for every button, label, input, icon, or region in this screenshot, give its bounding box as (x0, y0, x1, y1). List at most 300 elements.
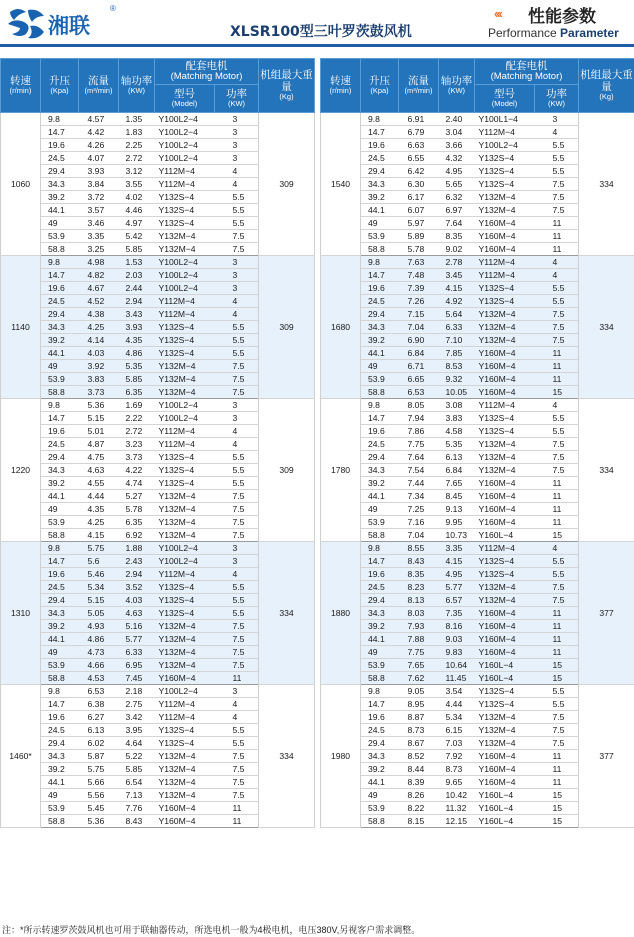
shaft-power-cell: 3.23 (119, 438, 155, 451)
pressure-cell: 24.5 (361, 581, 399, 594)
pressure-cell: 19.6 (361, 568, 399, 581)
motor-model-cell: Y132S−4 (475, 568, 535, 581)
pressure-cell: 58.8 (41, 243, 79, 256)
motor-power-cell: 3 (215, 139, 259, 152)
pressure-cell: 49 (41, 503, 79, 516)
shaft-power-cell: 4.74 (119, 477, 155, 490)
flow-cell: 8.26 (399, 789, 439, 802)
motor-power-cell: 4 (215, 425, 259, 438)
motor-power-cell: 7.5 (215, 763, 259, 776)
motor-power-cell: 11 (535, 477, 579, 490)
motor-power-cell: 5.5 (535, 698, 579, 711)
motor-power-cell: 3 (535, 113, 579, 126)
motor-model-cell: Y160M−4 (475, 386, 535, 399)
motor-model-cell: Y160M−4 (475, 347, 535, 360)
shaft-power-cell: 3.42 (119, 711, 155, 724)
motor-model-cell: Y112M−4 (475, 126, 535, 139)
pressure-cell: 44.1 (361, 776, 399, 789)
motor-model-cell: Y132M−4 (475, 711, 535, 724)
motor-model-cell: Y160M−4 (475, 516, 535, 529)
motor-power-cell: 11 (215, 815, 259, 828)
pressure-cell: 39.2 (361, 334, 399, 347)
motor-model-cell: Y132S−4 (155, 347, 215, 360)
speed-cell: 1980 (321, 685, 361, 828)
shaft-power-cell: 2.72 (119, 425, 155, 438)
shaft-power-cell: 2.94 (119, 295, 155, 308)
shaft-power-cell: 1.53 (119, 256, 155, 269)
shaft-power-cell: 6.33 (119, 646, 155, 659)
flow-cell: 7.04 (399, 529, 439, 542)
pressure-cell: 19.6 (361, 425, 399, 438)
flow-cell: 4.25 (79, 516, 119, 529)
shaft-power-cell: 4.15 (439, 282, 475, 295)
flow-cell: 8.03 (399, 607, 439, 620)
motor-model-cell: Y160M−4 (475, 477, 535, 490)
shaft-power-cell: 2.44 (119, 282, 155, 295)
motor-power-cell: 11 (535, 763, 579, 776)
speed-group (1, 685, 315, 828)
weight-cell: 309 (259, 256, 315, 399)
shaft-power-cell: 3.08 (439, 399, 475, 412)
motor-power-cell: 4 (215, 698, 259, 711)
motor-power-cell: 5.5 (215, 581, 259, 594)
motor-power-cell: 3 (215, 282, 259, 295)
pressure-cell: 53.9 (361, 230, 399, 243)
motor-model-cell: Y132M−4 (155, 516, 215, 529)
motor-power-cell: 7.5 (215, 776, 259, 789)
pressure-cell: 53.9 (41, 802, 79, 815)
col-shaft-header: 轴功率 (KW) (119, 59, 155, 113)
motor-power-cell: 3 (215, 152, 259, 165)
shaft-power-cell: 3.54 (439, 685, 475, 698)
flow-cell: 6.02 (79, 737, 119, 750)
shaft-power-cell: 5.78 (119, 503, 155, 516)
motor-power-cell: 11 (535, 360, 579, 373)
brand-name: 湘联 (48, 14, 90, 38)
shaft-power-cell: 1.35 (119, 113, 155, 126)
motor-power-cell: 4 (215, 165, 259, 178)
pressure-cell: 44.1 (361, 490, 399, 503)
motor-power-cell: 5.5 (535, 139, 579, 152)
motor-power-cell: 15 (535, 386, 579, 399)
pressure-cell: 29.4 (361, 165, 399, 178)
motor-power-cell: 5.5 (215, 321, 259, 334)
flow-cell: 4.86 (79, 633, 119, 646)
motor-power-cell: 7.5 (535, 737, 579, 750)
flow-cell: 4.25 (79, 321, 119, 334)
weight-cell: 309 (259, 113, 315, 256)
flow-cell: 8.55 (399, 542, 439, 555)
motor-power-cell: 11 (535, 490, 579, 503)
flow-cell: 7.39 (399, 282, 439, 295)
pressure-cell: 34.3 (41, 178, 79, 191)
flow-cell: 5.36 (79, 815, 119, 828)
motor-power-cell: 15 (535, 815, 579, 828)
motor-model-cell: Y132S−4 (155, 321, 215, 334)
motor-power-cell: 3 (215, 399, 259, 412)
motor-model-cell: Y112M−4 (155, 178, 215, 191)
shaft-power-cell: 6.57 (439, 594, 475, 607)
motor-power-cell: 11 (535, 217, 579, 230)
shaft-power-cell: 11.45 (439, 672, 475, 685)
shaft-power-cell: 5.85 (119, 243, 155, 256)
col-motor-header: 配套电机 (Matching Motor) (155, 59, 259, 85)
pressure-cell: 24.5 (361, 295, 399, 308)
flow-cell: 8.23 (399, 581, 439, 594)
flow-cell: 6.55 (399, 152, 439, 165)
flow-cell: 7.65 (399, 659, 439, 672)
shaft-power-cell: 9.65 (439, 776, 475, 789)
pressure-cell: 58.8 (41, 386, 79, 399)
pressure-cell: 58.8 (41, 529, 79, 542)
pressure-cell: 29.4 (361, 594, 399, 607)
pressure-cell: 58.8 (361, 243, 399, 256)
flow-cell: 8.05 (399, 399, 439, 412)
flow-cell: 6.65 (399, 373, 439, 386)
pressure-cell: 29.4 (41, 737, 79, 750)
pressure-cell: 14.7 (361, 126, 399, 139)
table-row (1, 685, 315, 698)
shaft-power-cell: 9.83 (439, 646, 475, 659)
motor-model-cell: Y132M−4 (155, 633, 215, 646)
performance-table-left (0, 58, 315, 828)
motor-power-cell: 4 (215, 295, 259, 308)
flow-cell: 5.15 (79, 594, 119, 607)
shaft-power-cell: 6.13 (439, 451, 475, 464)
shaft-power-cell: 5.85 (119, 763, 155, 776)
speed-cell: 1140 (1, 256, 41, 399)
flow-cell: 8.43 (399, 555, 439, 568)
motor-model-cell: Y160L−4 (475, 529, 535, 542)
shaft-power-cell: 3.66 (439, 139, 475, 152)
motor-model-cell: Y160M−4 (475, 646, 535, 659)
flow-cell: 5.75 (79, 763, 119, 776)
pressure-cell: 34.3 (361, 178, 399, 191)
motor-model-cell: Y132M−4 (155, 529, 215, 542)
flow-cell: 3.73 (79, 386, 119, 399)
pressure-cell: 34.3 (361, 321, 399, 334)
flow-cell: 6.17 (399, 191, 439, 204)
flow-cell: 5.01 (79, 425, 119, 438)
motor-power-cell: 11 (535, 516, 579, 529)
pressure-cell: 39.2 (361, 477, 399, 490)
pressure-cell: 53.9 (361, 373, 399, 386)
motor-power-cell: 15 (535, 789, 579, 802)
motor-power-cell: 7.5 (215, 360, 259, 373)
motor-power-cell: 7.5 (535, 711, 579, 724)
pressure-cell: 14.7 (361, 555, 399, 568)
shaft-power-cell: 7.35 (439, 607, 475, 620)
shaft-power-cell: 3.83 (439, 412, 475, 425)
header-divider (0, 44, 634, 47)
flow-cell: 7.94 (399, 412, 439, 425)
motor-power-cell: 4 (535, 269, 579, 282)
flow-cell: 3.25 (79, 243, 119, 256)
motor-model-cell: Y132S−4 (155, 737, 215, 750)
motor-model-cell: Y112M−4 (155, 698, 215, 711)
pressure-cell: 9.8 (361, 113, 399, 126)
shaft-power-cell: 4.15 (439, 555, 475, 568)
motor-power-cell: 11 (535, 646, 579, 659)
pressure-cell: 53.9 (41, 373, 79, 386)
flow-cell: 5.45 (79, 802, 119, 815)
table-row (1, 256, 315, 269)
shaft-power-cell: 6.92 (119, 529, 155, 542)
shaft-power-cell: 5.85 (119, 373, 155, 386)
motor-model-cell: Y132S−4 (155, 607, 215, 620)
pressure-cell: 14.7 (361, 412, 399, 425)
shaft-power-cell: 4.63 (119, 607, 155, 620)
flow-cell: 6.79 (399, 126, 439, 139)
motor-power-cell: 7.5 (535, 321, 579, 334)
flow-cell: 8.87 (399, 711, 439, 724)
motor-model-cell: Y160M−4 (155, 672, 215, 685)
motor-model-cell: Y100L2−4 (475, 139, 535, 152)
shaft-power-cell: 2.25 (119, 139, 155, 152)
pressure-cell: 49 (361, 503, 399, 516)
motor-power-cell: 5.5 (535, 568, 579, 581)
motor-power-cell: 7.5 (535, 334, 579, 347)
shaft-power-cell: 5.34 (439, 711, 475, 724)
motor-power-cell: 5.5 (215, 451, 259, 464)
motor-model-cell: Y132M−4 (155, 230, 215, 243)
pressure-cell: 58.8 (41, 672, 79, 685)
pressure-cell: 9.8 (41, 399, 79, 412)
pressure-cell: 29.4 (361, 308, 399, 321)
weight-cell: 377 (579, 685, 634, 828)
motor-model-cell: Y132M−4 (155, 490, 215, 503)
flow-cell: 4.63 (79, 464, 119, 477)
pressure-cell: 19.6 (361, 282, 399, 295)
speed-cell: 1780 (321, 399, 361, 542)
pressure-cell: 58.8 (361, 672, 399, 685)
motor-power-cell: 5.5 (215, 191, 259, 204)
motor-model-cell: Y132M−4 (475, 334, 535, 347)
speed-group (1, 399, 315, 542)
shaft-power-cell: 6.95 (119, 659, 155, 672)
shaft-power-cell: 5.27 (119, 490, 155, 503)
pressure-cell: 53.9 (41, 516, 79, 529)
flow-cell: 8.39 (399, 776, 439, 789)
shaft-power-cell: 3.73 (119, 451, 155, 464)
speed-cell: 1680 (321, 256, 361, 399)
flow-cell: 6.27 (79, 711, 119, 724)
motor-power-cell: 7.5 (215, 633, 259, 646)
pressure-cell: 9.8 (361, 256, 399, 269)
flow-cell: 3.84 (79, 178, 119, 191)
pressure-cell: 58.8 (361, 529, 399, 542)
motor-model-cell: Y160M−4 (475, 243, 535, 256)
flow-cell: 7.48 (399, 269, 439, 282)
shaft-power-cell: 3.45 (439, 269, 475, 282)
pressure-cell: 34.3 (361, 607, 399, 620)
shaft-power-cell: 5.64 (439, 308, 475, 321)
motor-power-cell: 5.5 (215, 464, 259, 477)
motor-model-cell: Y160M−4 (475, 503, 535, 516)
flow-cell: 6.13 (79, 724, 119, 737)
motor-model-cell: Y160M−4 (155, 802, 215, 815)
pressure-cell: 39.2 (41, 334, 79, 347)
speed-cell: 1220 (1, 399, 41, 542)
pressure-cell: 44.1 (41, 204, 79, 217)
motor-power-cell: 11 (535, 230, 579, 243)
pressure-cell: 9.8 (41, 542, 79, 555)
motor-model-cell: Y160M−4 (475, 360, 535, 373)
motor-model-cell: Y112M−4 (155, 295, 215, 308)
flow-cell: 5.78 (399, 243, 439, 256)
speed-group (321, 256, 634, 399)
motor-power-cell: 7.5 (535, 191, 579, 204)
pressure-cell: 14.7 (361, 698, 399, 711)
motor-model-cell: Y100L2−4 (155, 269, 215, 282)
flow-cell: 7.86 (399, 425, 439, 438)
shaft-power-cell: 3.35 (439, 542, 475, 555)
pressure-cell: 14.7 (41, 126, 79, 139)
flow-cell: 7.34 (399, 490, 439, 503)
speed-group (321, 399, 634, 542)
flow-cell: 4.35 (79, 503, 119, 516)
weight-cell: 334 (259, 685, 315, 828)
pressure-cell: 49 (41, 360, 79, 373)
shaft-power-cell: 5.65 (439, 178, 475, 191)
pressure-cell: 39.2 (361, 191, 399, 204)
shaft-power-cell: 2.03 (119, 269, 155, 282)
motor-power-cell: 5.5 (535, 412, 579, 425)
pressure-cell: 39.2 (361, 763, 399, 776)
shaft-power-cell: 7.76 (119, 802, 155, 815)
shaft-power-cell: 11.32 (439, 802, 475, 815)
table-row (321, 542, 634, 555)
flow-cell: 7.63 (399, 256, 439, 269)
motor-power-cell: 7.5 (215, 620, 259, 633)
motor-model-cell: Y132S−4 (155, 464, 215, 477)
flow-cell: 6.71 (399, 360, 439, 373)
flow-cell: 3.46 (79, 217, 119, 230)
motor-model-cell: Y132S−4 (475, 685, 535, 698)
motor-model-cell: Y160M−4 (475, 763, 535, 776)
flow-cell: 4.73 (79, 646, 119, 659)
motor-model-cell: Y132M−4 (475, 191, 535, 204)
motor-power-cell: 3 (215, 412, 259, 425)
motor-power-cell: 7.5 (535, 724, 579, 737)
flow-cell: 4.98 (79, 256, 119, 269)
motor-power-cell: 4 (215, 711, 259, 724)
weight-cell: 377 (579, 542, 634, 685)
motor-model-cell: Y132S−4 (475, 152, 535, 165)
motor-power-cell: 3 (215, 269, 259, 282)
motor-model-cell: Y132M−4 (155, 659, 215, 672)
weight-cell: 334 (579, 399, 634, 542)
motor-power-cell: 11 (535, 620, 579, 633)
shaft-power-cell: 6.35 (119, 516, 155, 529)
pressure-cell: 44.1 (361, 347, 399, 360)
motor-power-cell: 11 (535, 373, 579, 386)
flow-cell: 3.57 (79, 204, 119, 217)
flow-cell: 4.52 (79, 295, 119, 308)
shaft-power-cell: 5.35 (119, 360, 155, 373)
flow-cell: 5.15 (79, 412, 119, 425)
pressure-cell: 44.1 (361, 633, 399, 646)
col-pressure-header: 升压 (Kpa) (41, 59, 79, 113)
motor-model-cell: Y100L2−4 (155, 152, 215, 165)
shaft-power-cell: 3.43 (119, 308, 155, 321)
performance-title-cn: 性能参数 (528, 7, 596, 27)
motor-power-cell: 7.5 (535, 594, 579, 607)
shaft-power-cell: 4.95 (439, 568, 475, 581)
pressure-cell: 49 (41, 789, 79, 802)
pressure-cell: 14.7 (361, 269, 399, 282)
motor-power-cell: 5.5 (535, 555, 579, 568)
shaft-power-cell: 4.46 (119, 204, 155, 217)
pressure-cell: 29.4 (41, 308, 79, 321)
shaft-power-cell: 4.97 (119, 217, 155, 230)
shaft-power-cell: 10.73 (439, 529, 475, 542)
motor-model-cell: Y132S−4 (475, 698, 535, 711)
motor-model-cell: Y160M−4 (475, 490, 535, 503)
motor-model-cell: Y100L1−4 (475, 113, 535, 126)
shaft-power-cell: 2.22 (119, 412, 155, 425)
pressure-cell: 29.4 (41, 451, 79, 464)
flow-cell: 6.42 (399, 165, 439, 178)
motor-model-cell: Y132M−4 (155, 243, 215, 256)
pressure-cell: 19.6 (41, 425, 79, 438)
motor-model-cell: Y160M−4 (475, 607, 535, 620)
col-power-header: 功率 (KW) (535, 85, 579, 113)
shaft-power-cell: 8.73 (439, 763, 475, 776)
shaft-power-cell: 4.35 (119, 334, 155, 347)
table-row (1, 113, 315, 126)
pressure-cell: 44.1 (361, 204, 399, 217)
speed-group (1, 542, 315, 685)
motor-power-cell: 3 (215, 542, 259, 555)
motor-model-cell: Y112M−4 (475, 399, 535, 412)
flow-cell: 3.83 (79, 373, 119, 386)
flow-cell: 4.67 (79, 282, 119, 295)
motor-power-cell: 5.5 (215, 737, 259, 750)
shaft-power-cell: 5.35 (439, 438, 475, 451)
flow-cell: 5.87 (79, 750, 119, 763)
motor-model-cell: Y132S−4 (155, 724, 215, 737)
motor-model-cell: Y132S−4 (155, 477, 215, 490)
motor-power-cell: 5.5 (535, 295, 579, 308)
shaft-power-cell: 6.33 (439, 321, 475, 334)
motor-power-cell: 15 (535, 529, 579, 542)
shaft-power-cell: 3.52 (119, 581, 155, 594)
motor-model-cell: Y112M−4 (475, 269, 535, 282)
motor-model-cell: Y100L2−4 (155, 113, 215, 126)
motor-power-cell: 5.5 (535, 152, 579, 165)
shaft-power-cell: 8.53 (439, 360, 475, 373)
shaft-power-cell: 1.69 (119, 399, 155, 412)
shaft-power-cell: 9.03 (439, 633, 475, 646)
speed-group (321, 685, 634, 828)
motor-power-cell: 5.5 (215, 724, 259, 737)
flow-cell: 6.84 (399, 347, 439, 360)
motor-power-cell: 3 (215, 555, 259, 568)
motor-power-cell: 15 (535, 672, 579, 685)
motor-power-cell: 5.5 (535, 165, 579, 178)
shaft-power-cell: 10.64 (439, 659, 475, 672)
pressure-cell: 49 (41, 646, 79, 659)
flow-cell: 6.30 (399, 178, 439, 191)
speed-cell: 1540 (321, 113, 361, 256)
flow-cell: 7.54 (399, 464, 439, 477)
pressure-cell: 19.6 (41, 568, 79, 581)
shaft-power-cell: 6.35 (119, 386, 155, 399)
flow-cell: 4.82 (79, 269, 119, 282)
speed-cell: 1060 (1, 113, 41, 256)
motor-model-cell: Y132S−4 (475, 412, 535, 425)
